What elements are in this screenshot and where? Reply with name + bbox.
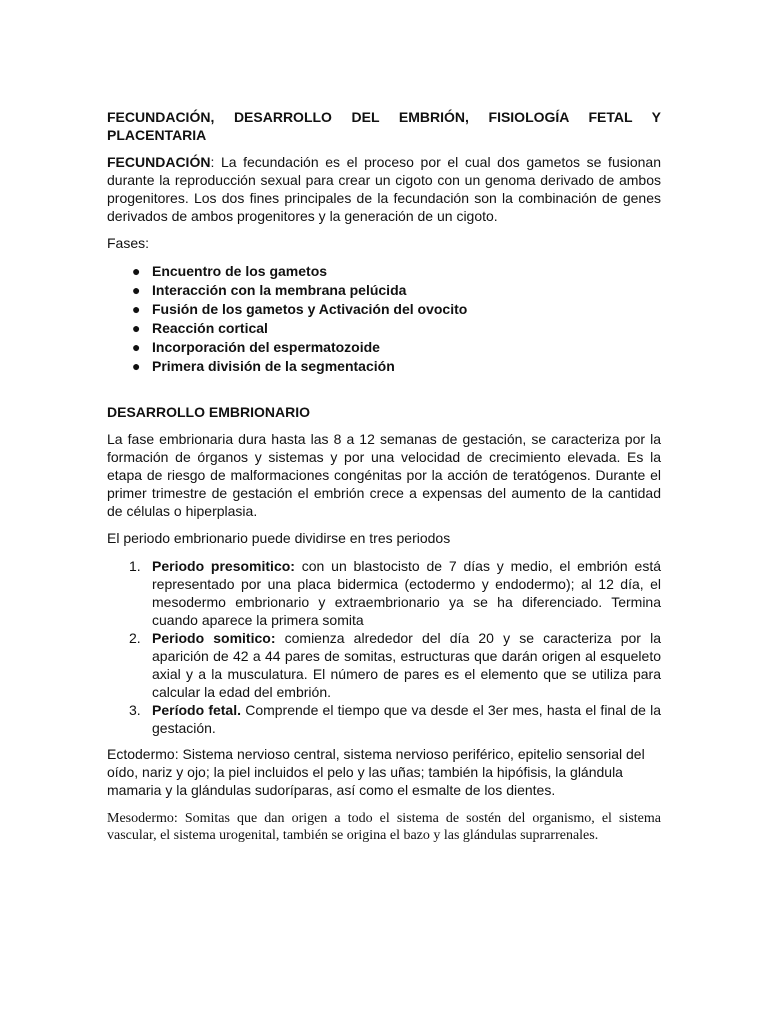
list-item-text: Reacción cortical	[152, 320, 268, 336]
list-item-text: Incorporación del espermatozoide	[152, 339, 380, 355]
periods-list	[107, 557, 661, 737]
fecundacion-text: : La fecundación es el proceso por el cual dos gametos se fusionan durante la reproducción sexual para crear un cigoto con un genoma derivado de ambos progenitores. Los dos fines principales de la fecundación son la combinación de genes derivados de ambos progenitores y la generación de un cigoto.	[107, 154, 661, 224]
list-item-text: Fusión de los gametos y Activación del ovocito	[152, 301, 468, 317]
list-item	[107, 557, 661, 629]
period-text: comienza alrededor del día 20 y se caracteriza por la aparición de 42 a 44 pares de somitas, estructuras que darán origen al esqueleto axial y a la musculatura. El número de pares es el elemento que se utiliza para calcular la edad del embrión.	[152, 630, 661, 700]
bullet-icon: ●	[132, 282, 141, 298]
period-text: con un blastocisto de 7 días y medio, el embrión está representado por una placa bidermica (ectodermo y endodermo); al 12 día, el mesodermo embrionario y extraembrionario ya se ha diferenciado. Termina cuando aparece la primera somita	[152, 558, 661, 628]
list-item	[107, 701, 661, 737]
ectodermo-paragraph: Ectodermo: Sistema nervioso central, sistema nervioso periférico, epitelio sensorial del oído, nariz y ojo; la piel incluidos el pelo y las uñas; también la hipófisis, la glándula mamaria y la glándulas sudoríparas, así como el esmalte de los dientes.	[107, 746, 645, 798]
period-text: Comprende el tiempo que va desde el 3er mes, hasta el final de la gestación.	[152, 702, 661, 736]
desarrollo-paragraph: La fase embrionaria dura hasta las 8 a 12 semanas de gestación, se caracteriza por la formación de órganos y sistemas y por una velocidad de crecimiento elevada. Es la etapa de riesgo de malformaciones congénitas por la acción de teratógenos. Durante el primer trimestre de gestación el embrión crece a expensas del aumento de la cantidad de células o hiperplasia.	[107, 431, 661, 519]
bullet-icon: ●	[132, 301, 141, 317]
fases-list	[107, 262, 661, 376]
periods-intro: El periodo embrionario puede dividirse en tres periodos	[107, 530, 451, 546]
list-item-text: Interacción con la membrana pelúcida	[152, 282, 407, 298]
list-item	[107, 629, 661, 701]
list-number: 2.	[129, 630, 141, 646]
fases-label: Fases:	[107, 235, 150, 251]
period-label: Periodo presomitico:	[152, 558, 295, 574]
list-item	[107, 281, 661, 300]
bullet-icon: ●	[132, 263, 141, 279]
list-item-text: Primera división de la segmentación	[152, 358, 395, 374]
mesodermo-paragraph: Mesodermo: Somitas que dan origen a todo el sistema de sostén del organismo, el sistema vascular, el sistema urogenital, también se origina el bazo y las glándulas suprarrenales.	[107, 811, 661, 843]
list-item	[107, 319, 661, 338]
list-item	[107, 357, 661, 376]
desarrollo-heading: DESARROLLO EMBRIONARIO	[107, 404, 310, 420]
list-item-text: Encuentro de los gametos	[152, 263, 328, 279]
list-number: 3.	[129, 702, 141, 718]
list-item	[107, 300, 661, 319]
list-item	[107, 262, 661, 281]
list-number: 1.	[129, 558, 141, 574]
list-item	[107, 338, 661, 357]
document-title: FECUNDACIÓN, DESARROLLO DEL EMBRIÓN, FISIOLOGÍA FETAL Y PLACENTARIA	[107, 109, 661, 143]
bullet-icon: ●	[132, 358, 141, 374]
period-label: Periodo somitico:	[152, 630, 276, 646]
bullet-icon: ●	[132, 320, 141, 336]
document-page	[107, 108, 661, 853]
bullet-icon: ●	[132, 339, 141, 355]
fecundacion-paragraph	[107, 153, 661, 225]
period-label: Período fetal.	[152, 702, 241, 718]
fecundacion-label: FECUNDACIÓN	[107, 154, 211, 170]
